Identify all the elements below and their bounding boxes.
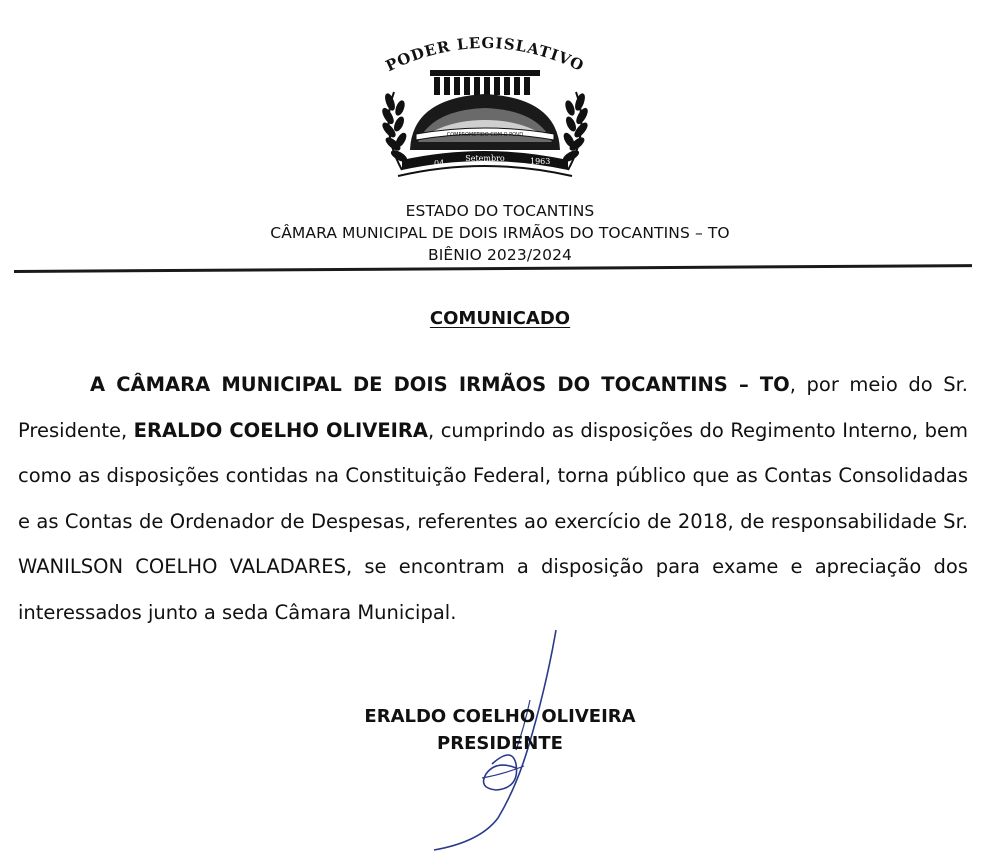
svg-text:PODER LEGISLATIVO: [383, 34, 587, 75]
state-name: ESTADO DO TOCANTINS: [405, 202, 595, 220]
seal-band-year: 1963: [530, 157, 551, 166]
body-text-part-1: , por meio do Sr. Presidente,: [18, 373, 968, 442]
signatory-name: ERALDO COELHO OLIVEIRA: [364, 706, 636, 727]
seal-band-day: 04: [434, 159, 445, 168]
signatory-role: PRESIDENTE: [437, 733, 563, 754]
seal-band-month: Setembro: [465, 154, 505, 163]
notice-body: [18, 362, 968, 635]
president-bold-text: ERALDO COELHO OLIVEIRA: [133, 418, 429, 442]
legislative-seal: [372, 30, 598, 180]
chamber-name: CÂMARA MUNICIPAL DE DOIS IRMÃOS DO TOCANTINS – TO: [270, 224, 730, 242]
institution-header: [0, 200, 1000, 266]
signature-block: [0, 703, 1000, 757]
seal-ribbon-text: COMPROMETIDO COM O POVO: [446, 132, 524, 138]
document-title: COMUNICADO: [429, 308, 571, 329]
chamber-bold-text: A CÂMARA MUNICIPAL DE DOIS IRMÃOS DO TOCANTINS – TO: [90, 373, 790, 396]
seal-arc-text: PODER LEGISLATIVO: [382, 33, 588, 76]
term-label: BIÊNIO 2023/2024: [427, 246, 572, 264]
body-text-part-2: , cumprindo as disposições do Regimento Interno, bem como as disposições contidas na Constituição Federal, torna público que as Contas Consolidadas e as Contas de Ordenador de Despesas, referentes ao exercício de 2018, de responsabilidade Sr. WANILSON COELHO VALADARES, se encontram a disposição para exame e apreciação dos interessados junto a seda Câmara Municipal.: [18, 418, 968, 624]
